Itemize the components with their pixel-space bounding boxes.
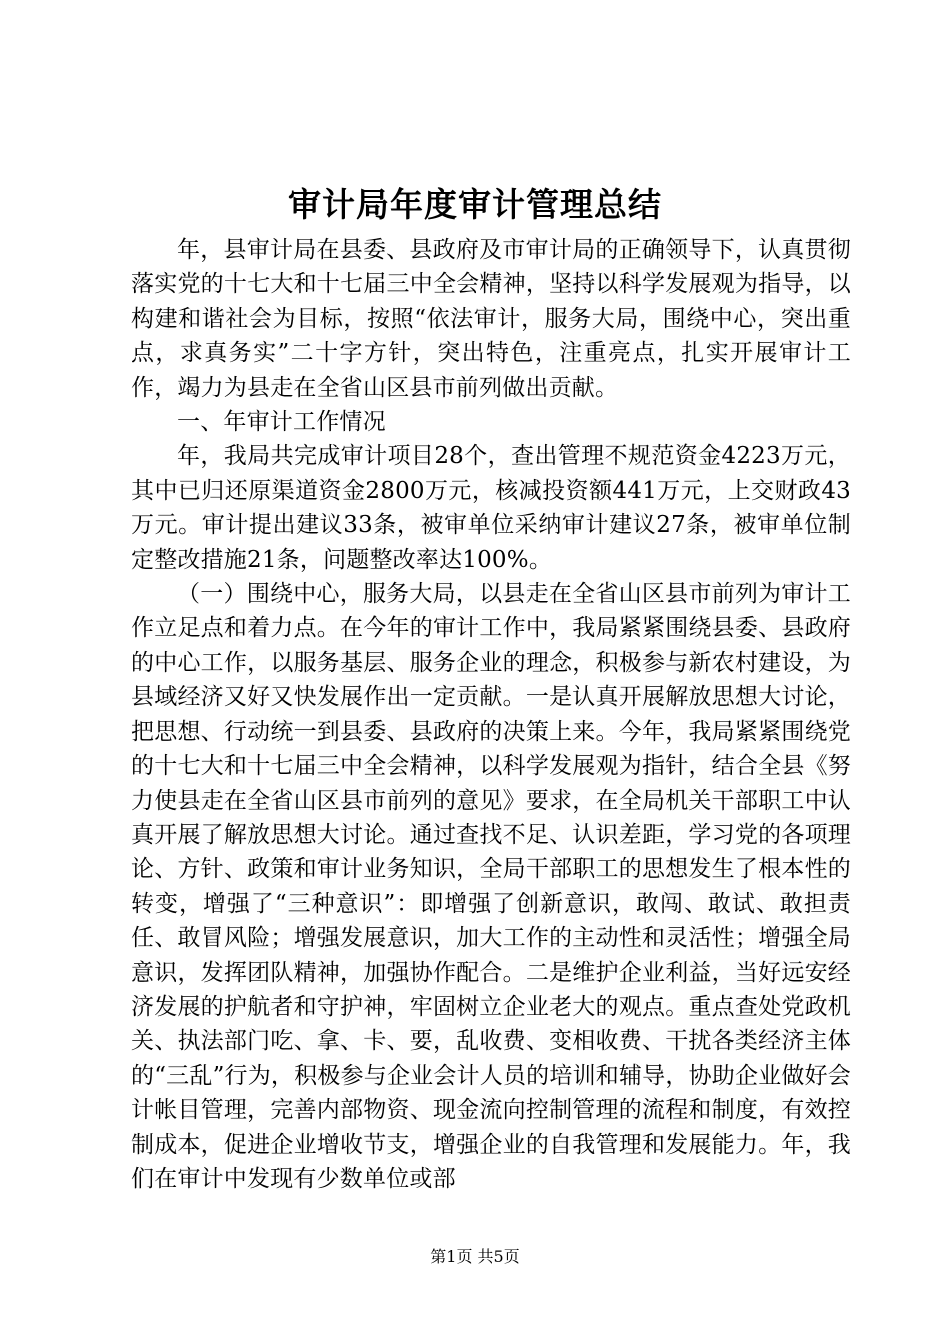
- paragraph-intro: 年，县审计局在县委、县政府及市审计局的正确领导下，认真贯彻落实党的十七大和十七届三中全会精神，坚持以科学发展观为指导，以构建和谐社会为目标，按照“依法审计，服务大局，围绕中心，突出重点，求真务实”二十字方针，突出特色，注重亮点，扎实开展审计工作，竭力为县走在全省山区县市前列做出贡献。: [131, 237, 851, 401]
- paragraph-summary: 年，我局共完成审计项目28个，查出管理不规范资金4223万元，其中已归还原渠道资金2800万元，核减投资额441万元，上交财政43万元。审计提出建议33条，被审单位采纳审计建议27条，被审单位制定整改措施21条，问题整改率达100%。: [131, 443, 851, 573]
- document-title: 审计局年度审计管理总结: [288, 185, 662, 224]
- paragraph-section-one: （一）围绕中心，服务大局，以县走在全省山区县市前列为审计工作立足点和着力点。在今年的审计工作中，我局紧紧围绕县委、县政府的中心工作，以服务基层、服务企业的理念，积极参与新农村建设，为县域经济又好又快发展作出一定贡献。一是认真开展解放思想大讨论，把思想、行动统一到县委、县政府的决策上来。今年，我局紧紧围绕党的十七大和十七届三中全会精神，以科学发展观为指针，结合全县《努力使县走在全省山区县市前列的意见》要求，在全局机关干部职工中认真开展了解放思想大讨论。通过查找不足、认识差距，学习党的各项理论、方针、政策和审计业务知识，全局干部职工的思想发生了根本性的转变，增强了“三种意识”：即增强了创新意识，敢闯、敢试、敢担责任、敢冒风险；增强发展意识，加大工作的主动性和灵活性；增强全局意识，发挥团队精神，加强协作配合。二是维护企业利益，当好远安经济发展的护航者和守护神，牢固树立企业老大的观点。重点查处党政机关、执法部门吃、拿、卡、要，乱收费、变相收费、干扰各类经济主体的“三乱”行为，积极参与企业会计人员的培训和辅导，协助企业做好会计帐目管理，完善内部物资、现金流向控制管理的流程和制度，有效控制成本，促进企业增收节支，增强企业的自我管理和发展能力。年，我们在审计中发现有少数单位或部: [131, 581, 851, 1192]
- section-heading: 一、年审计工作情况: [177, 409, 386, 436]
- document-body: [131, 233, 851, 1196]
- page-number: 第1页 共5页: [430, 1247, 520, 1266]
